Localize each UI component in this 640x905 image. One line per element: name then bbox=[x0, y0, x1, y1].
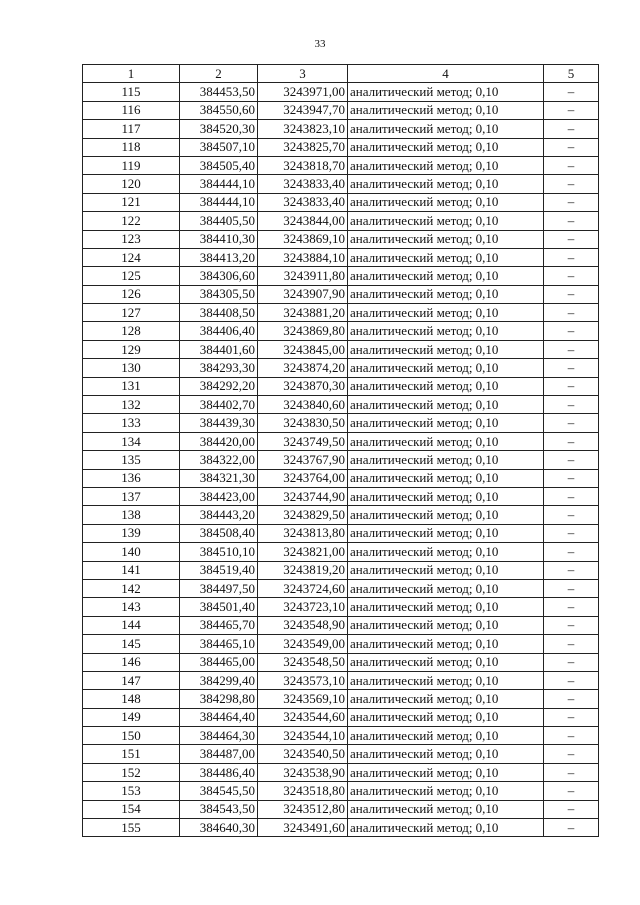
column-header-3: 3 bbox=[258, 65, 348, 83]
table-body bbox=[83, 83, 599, 837]
x-coordinate-cell: 384464,40 bbox=[180, 708, 258, 726]
method-cell: аналитический метод; 0,10 bbox=[348, 156, 544, 174]
table-row bbox=[83, 230, 599, 248]
y-coordinate-cell: 3243821,00 bbox=[258, 543, 348, 561]
note-cell: – bbox=[544, 451, 599, 469]
method-cell: аналитический метод; 0,10 bbox=[348, 745, 544, 763]
x-coordinate-cell: 384464,30 bbox=[180, 727, 258, 745]
method-cell: аналитический метод; 0,10 bbox=[348, 543, 544, 561]
x-coordinate-cell: 384465,00 bbox=[180, 653, 258, 671]
table-row bbox=[83, 451, 599, 469]
table-row bbox=[83, 543, 599, 561]
x-coordinate-cell: 384487,00 bbox=[180, 745, 258, 763]
y-coordinate-cell: 3243884,10 bbox=[258, 248, 348, 266]
point-number-cell: 123 bbox=[83, 230, 180, 248]
y-coordinate-cell: 3243844,00 bbox=[258, 212, 348, 230]
y-coordinate-cell: 3243749,50 bbox=[258, 432, 348, 450]
method-cell: аналитический метод; 0,10 bbox=[348, 561, 544, 579]
method-cell: аналитический метод; 0,10 bbox=[348, 267, 544, 285]
method-cell: аналитический метод; 0,10 bbox=[348, 101, 544, 119]
note-cell: – bbox=[544, 120, 599, 138]
table-row bbox=[83, 616, 599, 634]
note-cell: – bbox=[544, 708, 599, 726]
y-coordinate-cell: 3243540,50 bbox=[258, 745, 348, 763]
y-coordinate-cell: 3243881,20 bbox=[258, 304, 348, 322]
point-number-cell: 149 bbox=[83, 708, 180, 726]
y-coordinate-cell: 3243823,10 bbox=[258, 120, 348, 138]
y-coordinate-cell: 3243829,50 bbox=[258, 506, 348, 524]
note-cell: – bbox=[544, 377, 599, 395]
note-cell: – bbox=[544, 193, 599, 211]
method-cell: аналитический метод; 0,10 bbox=[348, 782, 544, 800]
method-cell: аналитический метод; 0,10 bbox=[348, 763, 544, 781]
x-coordinate-cell: 384423,00 bbox=[180, 487, 258, 505]
x-coordinate-cell: 384550,60 bbox=[180, 101, 258, 119]
table-row bbox=[83, 359, 599, 377]
point-number-cell: 140 bbox=[83, 543, 180, 561]
x-coordinate-cell: 384405,50 bbox=[180, 212, 258, 230]
method-cell: аналитический метод; 0,10 bbox=[348, 175, 544, 193]
table-row bbox=[83, 175, 599, 193]
coordinates-table bbox=[82, 64, 599, 837]
point-number-cell: 124 bbox=[83, 248, 180, 266]
table-row bbox=[83, 653, 599, 671]
x-coordinate-cell: 384497,50 bbox=[180, 579, 258, 597]
table-row bbox=[83, 708, 599, 726]
point-number-cell: 127 bbox=[83, 304, 180, 322]
note-cell: – bbox=[544, 175, 599, 193]
y-coordinate-cell: 3243813,80 bbox=[258, 524, 348, 542]
method-cell: аналитический метод; 0,10 bbox=[348, 451, 544, 469]
note-cell: – bbox=[544, 359, 599, 377]
note-cell: – bbox=[544, 616, 599, 634]
x-coordinate-cell: 384444,10 bbox=[180, 175, 258, 193]
method-cell: аналитический метод; 0,10 bbox=[348, 396, 544, 414]
point-number-cell: 135 bbox=[83, 451, 180, 469]
table-row bbox=[83, 304, 599, 322]
note-cell: – bbox=[544, 653, 599, 671]
method-cell: аналитический метод; 0,10 bbox=[348, 653, 544, 671]
table-row bbox=[83, 800, 599, 818]
y-coordinate-cell: 3243573,10 bbox=[258, 671, 348, 689]
method-cell: аналитический метод; 0,10 bbox=[348, 83, 544, 101]
note-cell: – bbox=[544, 267, 599, 285]
method-cell: аналитический метод; 0,10 bbox=[348, 138, 544, 156]
note-cell: – bbox=[544, 396, 599, 414]
method-cell: аналитический метод; 0,10 bbox=[348, 708, 544, 726]
note-cell: – bbox=[544, 524, 599, 542]
y-coordinate-cell: 3243569,10 bbox=[258, 690, 348, 708]
table-row bbox=[83, 524, 599, 542]
note-cell: – bbox=[544, 763, 599, 781]
x-coordinate-cell: 384413,20 bbox=[180, 248, 258, 266]
point-number-cell: 138 bbox=[83, 506, 180, 524]
y-coordinate-cell: 3243491,60 bbox=[258, 819, 348, 837]
method-cell: аналитический метод; 0,10 bbox=[348, 285, 544, 303]
method-cell: аналитический метод; 0,10 bbox=[348, 487, 544, 505]
x-coordinate-cell: 384410,30 bbox=[180, 230, 258, 248]
table-row bbox=[83, 267, 599, 285]
note-cell: – bbox=[544, 782, 599, 800]
point-number-cell: 117 bbox=[83, 120, 180, 138]
table-row bbox=[83, 396, 599, 414]
y-coordinate-cell: 3243833,40 bbox=[258, 193, 348, 211]
x-coordinate-cell: 384402,70 bbox=[180, 396, 258, 414]
table-row bbox=[83, 377, 599, 395]
x-coordinate-cell: 384305,50 bbox=[180, 285, 258, 303]
note-cell: – bbox=[544, 101, 599, 119]
y-coordinate-cell: 3243512,80 bbox=[258, 800, 348, 818]
y-coordinate-cell: 3243971,00 bbox=[258, 83, 348, 101]
point-number-cell: 129 bbox=[83, 340, 180, 358]
y-coordinate-cell: 3243845,00 bbox=[258, 340, 348, 358]
point-number-cell: 148 bbox=[83, 690, 180, 708]
table-row bbox=[83, 83, 599, 101]
table-row bbox=[83, 101, 599, 119]
note-cell: – bbox=[544, 432, 599, 450]
point-number-cell: 146 bbox=[83, 653, 180, 671]
table-row bbox=[83, 248, 599, 266]
x-coordinate-cell: 384306,60 bbox=[180, 267, 258, 285]
method-cell: аналитический метод; 0,10 bbox=[348, 524, 544, 542]
column-header-2: 2 bbox=[180, 65, 258, 83]
note-cell: – bbox=[544, 561, 599, 579]
point-number-cell: 142 bbox=[83, 579, 180, 597]
y-coordinate-cell: 3243907,90 bbox=[258, 285, 348, 303]
table-row bbox=[83, 635, 599, 653]
table-row bbox=[83, 782, 599, 800]
x-coordinate-cell: 384545,50 bbox=[180, 782, 258, 800]
note-cell: – bbox=[544, 138, 599, 156]
note-cell: – bbox=[544, 819, 599, 837]
method-cell: аналитический метод; 0,10 bbox=[348, 340, 544, 358]
x-coordinate-cell: 384640,30 bbox=[180, 819, 258, 837]
table-row bbox=[83, 212, 599, 230]
x-coordinate-cell: 384519,40 bbox=[180, 561, 258, 579]
point-number-cell: 116 bbox=[83, 101, 180, 119]
point-number-cell: 147 bbox=[83, 671, 180, 689]
note-cell: – bbox=[544, 340, 599, 358]
point-number-cell: 145 bbox=[83, 635, 180, 653]
table-row bbox=[83, 598, 599, 616]
method-cell: аналитический метод; 0,10 bbox=[348, 248, 544, 266]
x-coordinate-cell: 384321,30 bbox=[180, 469, 258, 487]
x-coordinate-cell: 384501,40 bbox=[180, 598, 258, 616]
note-cell: – bbox=[544, 285, 599, 303]
table-row bbox=[83, 469, 599, 487]
table-row bbox=[83, 285, 599, 303]
table-row bbox=[83, 322, 599, 340]
point-number-cell: 152 bbox=[83, 763, 180, 781]
point-number-cell: 144 bbox=[83, 616, 180, 634]
point-number-cell: 131 bbox=[83, 377, 180, 395]
method-cell: аналитический метод; 0,10 bbox=[348, 359, 544, 377]
y-coordinate-cell: 3243819,20 bbox=[258, 561, 348, 579]
note-cell: – bbox=[544, 690, 599, 708]
method-cell: аналитический метод; 0,10 bbox=[348, 671, 544, 689]
table-row bbox=[83, 671, 599, 689]
y-coordinate-cell: 3243818,70 bbox=[258, 156, 348, 174]
note-cell: – bbox=[544, 635, 599, 653]
y-coordinate-cell: 3243744,90 bbox=[258, 487, 348, 505]
page-number: 33 bbox=[314, 38, 326, 50]
x-coordinate-cell: 384465,10 bbox=[180, 635, 258, 653]
x-coordinate-cell: 384406,40 bbox=[180, 322, 258, 340]
note-cell: – bbox=[544, 745, 599, 763]
note-cell: – bbox=[544, 598, 599, 616]
note-cell: – bbox=[544, 579, 599, 597]
x-coordinate-cell: 384486,40 bbox=[180, 763, 258, 781]
table-row bbox=[83, 414, 599, 432]
y-coordinate-cell: 3243869,10 bbox=[258, 230, 348, 248]
method-cell: аналитический метод; 0,10 bbox=[348, 414, 544, 432]
method-cell: аналитический метод; 0,10 bbox=[348, 469, 544, 487]
note-cell: – bbox=[544, 156, 599, 174]
y-coordinate-cell: 3243833,40 bbox=[258, 175, 348, 193]
point-number-cell: 155 bbox=[83, 819, 180, 837]
note-cell: – bbox=[544, 83, 599, 101]
column-header-5: 5 bbox=[544, 65, 599, 83]
y-coordinate-cell: 3243548,50 bbox=[258, 653, 348, 671]
point-number-cell: 154 bbox=[83, 800, 180, 818]
y-coordinate-cell: 3243723,10 bbox=[258, 598, 348, 616]
column-header-1: 1 bbox=[83, 65, 180, 83]
point-number-cell: 118 bbox=[83, 138, 180, 156]
y-coordinate-cell: 3243549,00 bbox=[258, 635, 348, 653]
x-coordinate-cell: 384453,50 bbox=[180, 83, 258, 101]
table-header-row bbox=[83, 65, 599, 83]
note-cell: – bbox=[544, 469, 599, 487]
y-coordinate-cell: 3243825,70 bbox=[258, 138, 348, 156]
y-coordinate-cell: 3243947,70 bbox=[258, 101, 348, 119]
point-number-cell: 126 bbox=[83, 285, 180, 303]
table-row bbox=[83, 506, 599, 524]
y-coordinate-cell: 3243869,80 bbox=[258, 322, 348, 340]
column-header-4: 4 bbox=[348, 65, 544, 83]
y-coordinate-cell: 3243874,20 bbox=[258, 359, 348, 377]
y-coordinate-cell: 3243518,80 bbox=[258, 782, 348, 800]
point-number-cell: 139 bbox=[83, 524, 180, 542]
point-number-cell: 119 bbox=[83, 156, 180, 174]
point-number-cell: 143 bbox=[83, 598, 180, 616]
table-row bbox=[83, 340, 599, 358]
method-cell: аналитический метод; 0,10 bbox=[348, 506, 544, 524]
point-number-cell: 153 bbox=[83, 782, 180, 800]
point-number-cell: 121 bbox=[83, 193, 180, 211]
y-coordinate-cell: 3243830,50 bbox=[258, 414, 348, 432]
table-row bbox=[83, 193, 599, 211]
y-coordinate-cell: 3243767,90 bbox=[258, 451, 348, 469]
note-cell: – bbox=[544, 304, 599, 322]
y-coordinate-cell: 3243538,90 bbox=[258, 763, 348, 781]
note-cell: – bbox=[544, 230, 599, 248]
method-cell: аналитический метод; 0,10 bbox=[348, 230, 544, 248]
method-cell: аналитический метод; 0,10 bbox=[348, 377, 544, 395]
y-coordinate-cell: 3243764,00 bbox=[258, 469, 348, 487]
method-cell: аналитический метод; 0,10 bbox=[348, 635, 544, 653]
y-coordinate-cell: 3243544,10 bbox=[258, 727, 348, 745]
method-cell: аналитический метод; 0,10 bbox=[348, 432, 544, 450]
x-coordinate-cell: 384322,00 bbox=[180, 451, 258, 469]
x-coordinate-cell: 384292,20 bbox=[180, 377, 258, 395]
method-cell: аналитический метод; 0,10 bbox=[348, 800, 544, 818]
y-coordinate-cell: 3243544,60 bbox=[258, 708, 348, 726]
table-row bbox=[83, 156, 599, 174]
x-coordinate-cell: 384293,30 bbox=[180, 359, 258, 377]
method-cell: аналитический метод; 0,10 bbox=[348, 819, 544, 837]
table-row bbox=[83, 561, 599, 579]
note-cell: – bbox=[544, 322, 599, 340]
note-cell: – bbox=[544, 506, 599, 524]
note-cell: – bbox=[544, 487, 599, 505]
y-coordinate-cell: 3243870,30 bbox=[258, 377, 348, 395]
method-cell: аналитический метод; 0,10 bbox=[348, 616, 544, 634]
point-number-cell: 130 bbox=[83, 359, 180, 377]
method-cell: аналитический метод; 0,10 bbox=[348, 690, 544, 708]
x-coordinate-cell: 384443,20 bbox=[180, 506, 258, 524]
point-number-cell: 128 bbox=[83, 322, 180, 340]
table-row bbox=[83, 727, 599, 745]
note-cell: – bbox=[544, 543, 599, 561]
table-row bbox=[83, 120, 599, 138]
point-number-cell: 137 bbox=[83, 487, 180, 505]
y-coordinate-cell: 3243548,90 bbox=[258, 616, 348, 634]
method-cell: аналитический метод; 0,10 bbox=[348, 598, 544, 616]
method-cell: аналитический метод; 0,10 bbox=[348, 322, 544, 340]
table-row bbox=[83, 745, 599, 763]
x-coordinate-cell: 384298,80 bbox=[180, 690, 258, 708]
x-coordinate-cell: 384408,50 bbox=[180, 304, 258, 322]
x-coordinate-cell: 384505,40 bbox=[180, 156, 258, 174]
y-coordinate-cell: 3243911,80 bbox=[258, 267, 348, 285]
method-cell: аналитический метод; 0,10 bbox=[348, 579, 544, 597]
table-row bbox=[83, 690, 599, 708]
point-number-cell: 120 bbox=[83, 175, 180, 193]
method-cell: аналитический метод; 0,10 bbox=[348, 727, 544, 745]
method-cell: аналитический метод; 0,10 bbox=[348, 212, 544, 230]
method-cell: аналитический метод; 0,10 bbox=[348, 120, 544, 138]
y-coordinate-cell: 3243724,60 bbox=[258, 579, 348, 597]
method-cell: аналитический метод; 0,10 bbox=[348, 304, 544, 322]
point-number-cell: 150 bbox=[83, 727, 180, 745]
note-cell: – bbox=[544, 800, 599, 818]
point-number-cell: 122 bbox=[83, 212, 180, 230]
note-cell: – bbox=[544, 414, 599, 432]
point-number-cell: 115 bbox=[83, 83, 180, 101]
x-coordinate-cell: 384444,10 bbox=[180, 193, 258, 211]
x-coordinate-cell: 384520,30 bbox=[180, 120, 258, 138]
x-coordinate-cell: 384401,60 bbox=[180, 340, 258, 358]
table-row bbox=[83, 487, 599, 505]
x-coordinate-cell: 384420,00 bbox=[180, 432, 258, 450]
note-cell: – bbox=[544, 727, 599, 745]
x-coordinate-cell: 384465,70 bbox=[180, 616, 258, 634]
point-number-cell: 125 bbox=[83, 267, 180, 285]
x-coordinate-cell: 384299,40 bbox=[180, 671, 258, 689]
x-coordinate-cell: 384510,10 bbox=[180, 543, 258, 561]
table-row bbox=[83, 432, 599, 450]
method-cell: аналитический метод; 0,10 bbox=[348, 193, 544, 211]
note-cell: – bbox=[544, 671, 599, 689]
x-coordinate-cell: 384543,50 bbox=[180, 800, 258, 818]
table-row bbox=[83, 579, 599, 597]
point-number-cell: 133 bbox=[83, 414, 180, 432]
point-number-cell: 134 bbox=[83, 432, 180, 450]
table-row bbox=[83, 763, 599, 781]
note-cell: – bbox=[544, 248, 599, 266]
x-coordinate-cell: 384507,10 bbox=[180, 138, 258, 156]
y-coordinate-cell: 3243840,60 bbox=[258, 396, 348, 414]
table-row bbox=[83, 819, 599, 837]
x-coordinate-cell: 384508,40 bbox=[180, 524, 258, 542]
point-number-cell: 151 bbox=[83, 745, 180, 763]
note-cell: – bbox=[544, 212, 599, 230]
x-coordinate-cell: 384439,30 bbox=[180, 414, 258, 432]
point-number-cell: 136 bbox=[83, 469, 180, 487]
point-number-cell: 132 bbox=[83, 396, 180, 414]
table-row bbox=[83, 138, 599, 156]
point-number-cell: 141 bbox=[83, 561, 180, 579]
